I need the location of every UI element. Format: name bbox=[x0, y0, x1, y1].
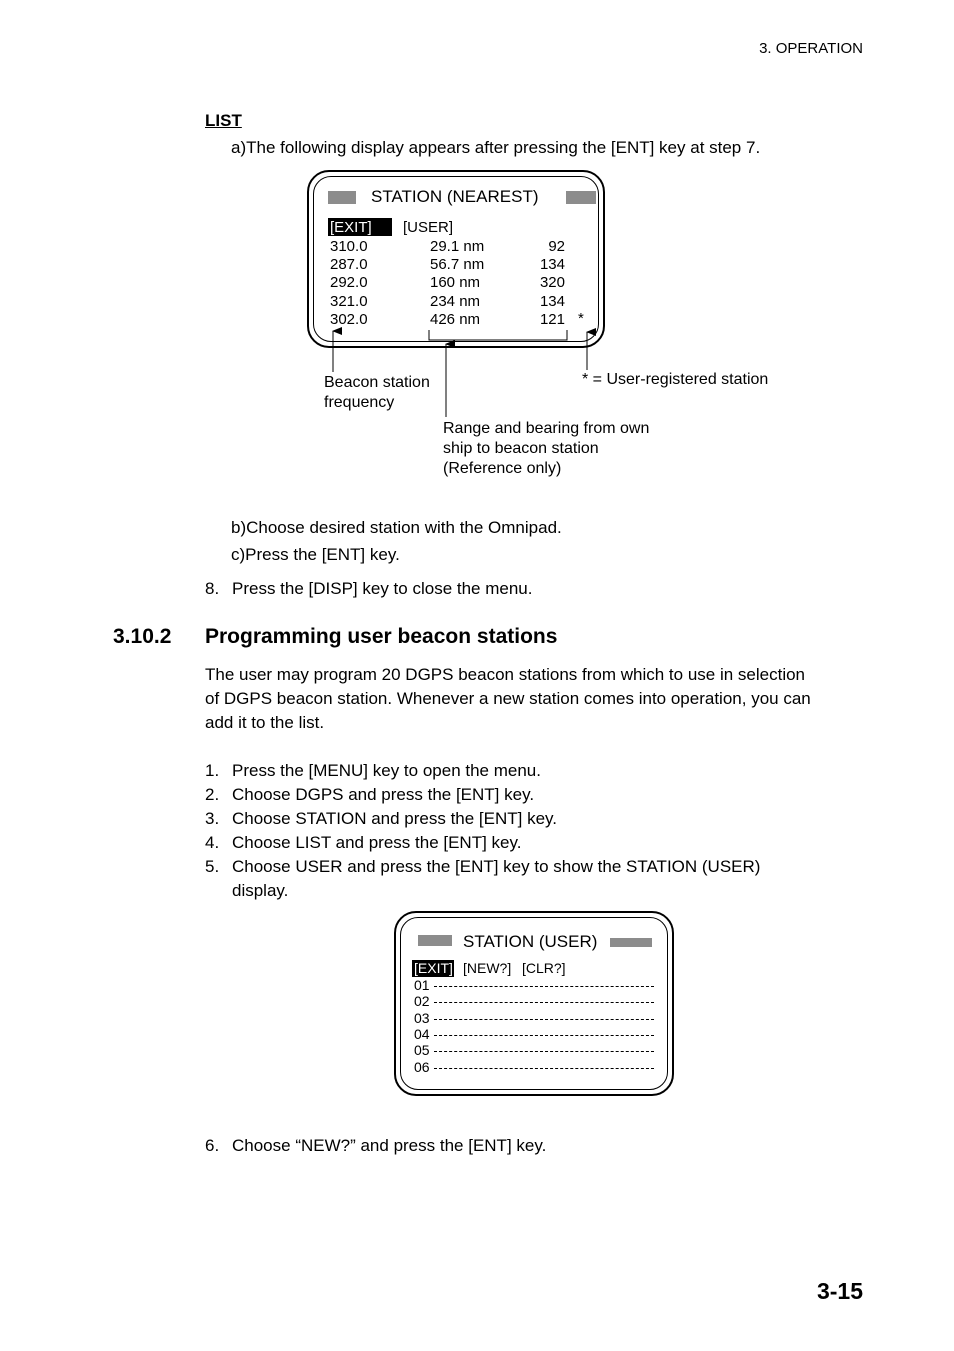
empty-entry-line[interactable] bbox=[434, 1035, 654, 1036]
range-bracket bbox=[429, 330, 567, 340]
row-range: 29.1 nm bbox=[430, 238, 485, 255]
row-freq: 287.0 bbox=[330, 256, 368, 273]
step-1 bbox=[205, 761, 541, 781]
section-title: Programming user beacon stations bbox=[205, 625, 558, 648]
row-freq: 292.0 bbox=[330, 274, 368, 291]
callout-range-line2: ship to beacon station bbox=[443, 440, 599, 457]
user-row-number: 05 bbox=[414, 1042, 430, 1058]
screen-title: STATION (USER) bbox=[463, 932, 598, 951]
list-heading: LIST bbox=[205, 111, 242, 130]
step-number: 3. bbox=[205, 809, 220, 828]
step-text: Choose LIST and press the [ENT] key. bbox=[232, 833, 522, 852]
row-range: 160 nm bbox=[430, 274, 481, 291]
callout-user-registered: * = User-registered station bbox=[582, 371, 769, 388]
screen-title: STATION (NEAREST) bbox=[371, 187, 539, 206]
paragraph-line: The user may program 20 DGPS beacon stations from which to use in selection bbox=[205, 665, 806, 684]
user-row-number: 01 bbox=[414, 977, 430, 993]
user-row-number: 06 bbox=[414, 1059, 430, 1075]
page-number: 3-15 bbox=[816, 1278, 863, 1304]
row-range: 426 nm bbox=[430, 311, 481, 328]
station-user-screen bbox=[394, 911, 674, 1096]
user-registered-mark: * bbox=[578, 310, 584, 327]
user-button[interactable]: [USER] bbox=[403, 219, 454, 236]
step-6 bbox=[205, 1136, 546, 1156]
exit-button[interactable]: [EXIT] bbox=[330, 219, 372, 236]
empty-entry-line[interactable] bbox=[434, 1068, 654, 1069]
exit-highlight[interactable] bbox=[412, 960, 454, 977]
empty-entry-line[interactable] bbox=[434, 986, 654, 987]
running-header: 3. OPERATION bbox=[759, 40, 863, 57]
clr-button[interactable]: [CLR?] bbox=[522, 960, 566, 976]
step-3 bbox=[205, 809, 557, 829]
step-number: 1. bbox=[205, 761, 220, 780]
paragraph-line: add it to the list. bbox=[205, 713, 325, 732]
step-text: Press the [MENU] key to open the menu. bbox=[232, 761, 541, 780]
step-text: Choose “NEW?” and press the [ENT] key. bbox=[232, 1136, 547, 1155]
user-row-number: 04 bbox=[414, 1026, 430, 1042]
step-text: Press the [DISP] key to close the menu. bbox=[232, 579, 533, 598]
section-number: 3.10.2 bbox=[113, 625, 172, 648]
exit-button[interactable]: [EXIT] bbox=[414, 960, 453, 976]
row-bearing: 92 bbox=[548, 238, 565, 255]
list-step-b-marker: b) bbox=[231, 518, 247, 537]
list-step-a-marker: a) bbox=[231, 138, 247, 157]
callout-range-line3: (Reference only) bbox=[443, 460, 562, 477]
step-5 bbox=[205, 857, 760, 877]
row-bearing: 320 bbox=[539, 274, 565, 291]
list-step-c-marker: c) bbox=[231, 545, 246, 564]
step-5-continuation: display. bbox=[232, 881, 289, 900]
callout-range-line1: Range and bearing from own bbox=[443, 420, 650, 437]
callout-freq-line2: frequency bbox=[324, 394, 395, 411]
step-number: 4. bbox=[205, 833, 220, 852]
empty-entry-line[interactable] bbox=[434, 1002, 654, 1003]
title-bar-right bbox=[610, 938, 652, 947]
step-number: 8. bbox=[205, 579, 220, 598]
step-number: 6. bbox=[205, 1136, 220, 1155]
empty-entry-line[interactable] bbox=[434, 1019, 654, 1020]
row-bearing: 134 bbox=[539, 293, 565, 310]
title-bar-left bbox=[418, 935, 452, 946]
row-range: 56.7 nm bbox=[430, 256, 485, 273]
step-number: 2. bbox=[205, 785, 220, 804]
new-button[interactable]: [NEW?] bbox=[463, 960, 512, 976]
step-2 bbox=[205, 785, 534, 805]
section-heading bbox=[113, 625, 557, 649]
step-text: Choose STATION and press the [ENT] key. bbox=[232, 809, 558, 828]
user-row-number: 03 bbox=[414, 1010, 430, 1026]
row-freq: 302.0 bbox=[330, 311, 368, 328]
empty-entry-line[interactable] bbox=[434, 1051, 654, 1052]
row-freq: 310.0 bbox=[330, 238, 368, 255]
row-range: 234 nm bbox=[430, 293, 481, 310]
paragraph-line: of DGPS beacon station. Whenever a new station comes into operation, you can bbox=[205, 689, 811, 708]
step-number: 5. bbox=[205, 857, 220, 876]
list-step-c-text: Press the [ENT] key. bbox=[245, 545, 400, 564]
row-freq: 321.0 bbox=[330, 293, 368, 310]
list-step-b-text: Choose desired station with the Omnipad. bbox=[246, 518, 562, 537]
step-4 bbox=[205, 833, 521, 853]
list-step-c bbox=[231, 545, 400, 565]
row-bearing: 121 bbox=[539, 311, 565, 328]
row-bearing: 134 bbox=[539, 256, 565, 273]
step-text: Choose USER and press the [ENT] key to show the STATION (USER) bbox=[232, 857, 761, 876]
user-row-number: 02 bbox=[414, 993, 430, 1009]
step-8 bbox=[205, 579, 532, 599]
list-step-a-text: The following display appears after pressing the [ENT] key at step 7. bbox=[246, 138, 761, 157]
step-text: Choose DGPS and press the [ENT] key. bbox=[232, 785, 535, 804]
list-step-b bbox=[231, 518, 562, 538]
callout-freq-line1: Beacon station bbox=[324, 374, 430, 391]
